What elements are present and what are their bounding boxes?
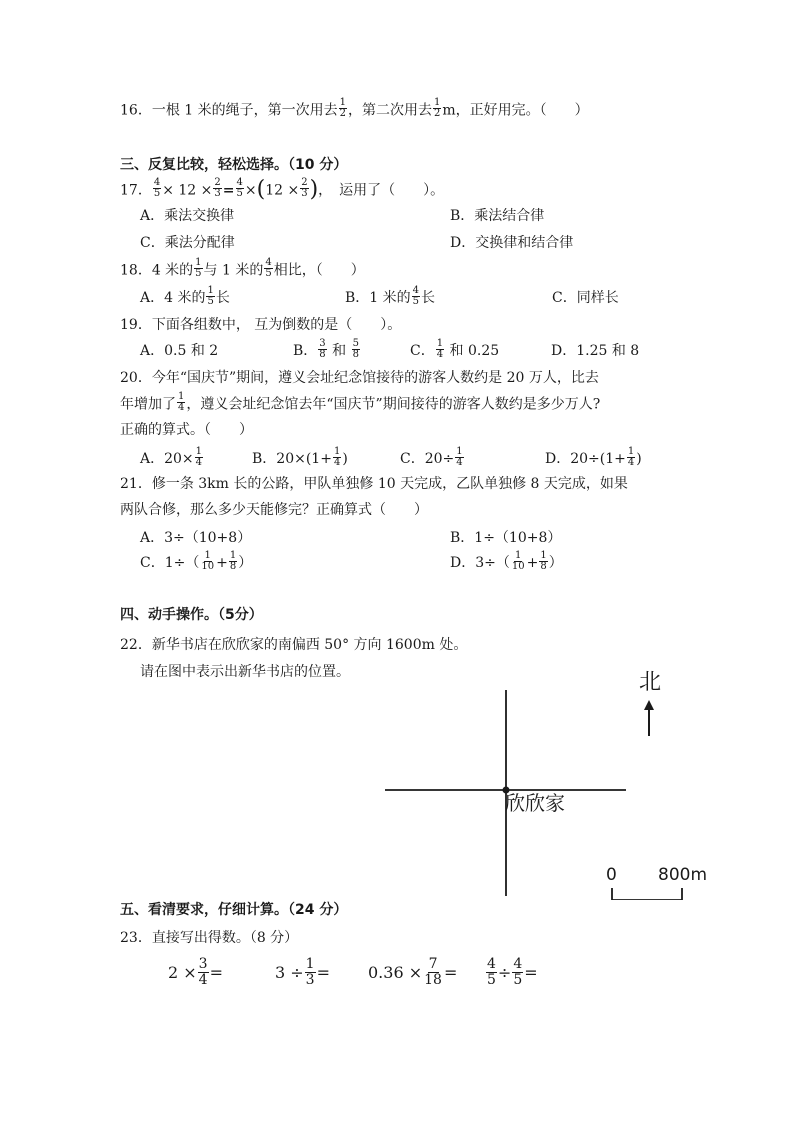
q18-option-b: B．1 米的 $\frac{4}{5}$ 长 (345, 284, 436, 307)
question-23: 23．直接写出得数。（8 分） (120, 930, 299, 946)
question-20-line-1: 20．今年“国庆节”期间，遵义会址纪念馆接待的游客人数约是 20 万人，比去 (120, 370, 599, 386)
north-label: 北 (639, 670, 662, 695)
q17-option-c: C．乘法分配律 (140, 235, 235, 251)
q18-option-c: C．同样长 (552, 290, 619, 306)
question-17: 17． $\frac{4}{5}$ × 12 × $\frac{2}{3}$ = $\frac{4}{5}$ ×(12 × $\frac{2}{3}$ )， 运用了（ ）。 (120, 176, 445, 202)
question-18: 18．4 米的 $\frac{1}{5}$ 与 1 米的 $\frac{4}{5}$ 相比，（ ） (120, 257, 365, 279)
fraction: $\frac{1}{2}$ (434, 97, 441, 119)
question-16: 16．一根 1 米的绳子，第一次用去 $\frac{1}{2}$ ，第二次用去 $\frac{1}{2}$ m，正好用完。（ ） (120, 97, 589, 119)
q21-option-d: D．3÷（ $\frac{1}{10}$ + $\frac{1}{8}$ ） (450, 549, 563, 572)
q19-option-a: A．0.5 和 2 (140, 343, 219, 359)
question-20-line-2: 年增加了 $\frac{1}{4}$ ，遵义会址纪念馆去年“国庆节”期间接待的游客人数约是多少万人? (120, 391, 601, 413)
q21-option-b: B．1÷（10+8） (450, 530, 562, 546)
calc-4: $\frac{4}{5}$ ÷ $\frac{4}{5}$ = (487, 956, 538, 988)
calc-3: 0.36 × $\frac{7}{18}$ = (368, 956, 458, 988)
q19-option-d: D．1.25 和 8 (551, 343, 640, 359)
home-label: 欣欣家 (505, 791, 565, 815)
q18-option-a: A．4 米的 $\frac{1}{5}$ 长 (140, 284, 230, 307)
scale-label: 800m (658, 865, 708, 885)
q17-option-b: B．乘法结合律 (450, 208, 545, 224)
q19-option-c: C． $\frac{1}{4}$ 和 0.25 (410, 337, 500, 360)
north-arrow-icon (644, 700, 654, 710)
q17-option-d: D．交换律和结合律 (450, 235, 574, 251)
q21-option-c: C．1÷（ $\frac{1}{10}$ + $\frac{1}{8}$ ） (140, 549, 253, 572)
scale-bar (612, 888, 682, 900)
question-21-line-2: 两队合修，那么多少天能修完？正确算式（ ） (120, 502, 428, 518)
question-19: 19．下面各组数中， 互为倒数的是（ ）。 (120, 317, 402, 333)
scale-zero: 0 (606, 865, 617, 885)
q20-option-a: A．20× $\frac{1}{4}$ (140, 445, 203, 468)
q20-option-b: B．20×(1+ $\frac{1}{4}$ ) (252, 445, 348, 468)
section-3-title: 三、反复比较，轻松选择。（10 分） (120, 157, 348, 173)
question-20-line-3: 正确的算式。（ ） (120, 422, 253, 438)
question-22-line-1: 22．新华书店在欣欣家的南偏西 50° 方向 1600m 处。 (120, 637, 468, 653)
calc-2: 3 ÷ $\frac{1}{3}$ = (275, 956, 330, 988)
question-21-line-1: 21．修一条 3km 长的公路，甲队单独修 10 天完成，乙队单独修 8 天完成，如果 (120, 476, 628, 492)
q20-option-d: D．20÷(1+ $\frac{1}{4}$ ) (545, 445, 642, 468)
section-5-title: 五、看清要求，仔细计算。（24 分） (120, 902, 348, 918)
calc-1: 2 × $\frac{3}{4}$ = (168, 956, 223, 988)
fraction: $\frac{1}{2}$ (339, 97, 346, 119)
question-22-line-2: 请在图中表示出新华书店的位置。 (140, 664, 350, 680)
section-4-title: 四、动手操作。（5分） (120, 607, 263, 623)
q19-option-b: B． $\frac{3}{8}$ 和 $\frac{5}{8}$ (293, 337, 359, 360)
direction-map[interactable] (380, 660, 740, 900)
q17-option-a: A．乘法交换律 (140, 208, 235, 224)
q21-option-a: A．3÷（10+8） (140, 530, 252, 546)
q20-option-c: C．20÷ $\frac{1}{4}$ (400, 445, 463, 468)
